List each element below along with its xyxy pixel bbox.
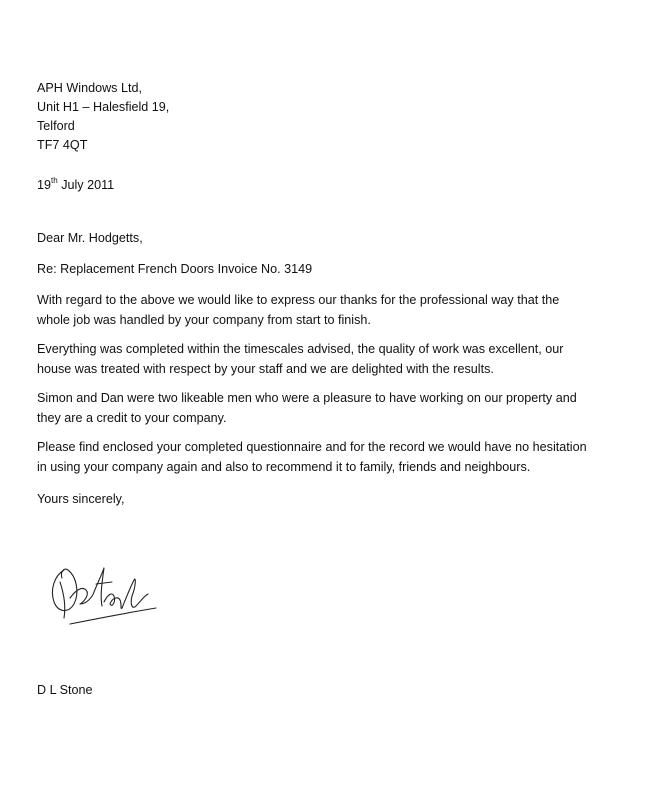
body-paragraph-3 bbox=[37, 389, 627, 428]
body-paragraph-4 bbox=[37, 438, 627, 477]
address-line-town: Telford bbox=[37, 119, 75, 133]
paragraph-line: Simon and Dan were two likeable men who were a pleasure to have working on our property and bbox=[37, 391, 577, 405]
paragraph-line: Everything was completed within the timescales advised, the quality of work was excellent, our bbox=[37, 342, 564, 356]
paragraph-line: in using your company again and also to recommend it to family, friends and neighbours. bbox=[37, 459, 531, 474]
paragraph-line: whole job was handled by your company from start to finish. bbox=[37, 312, 371, 327]
letter-date bbox=[37, 176, 627, 195]
address-line-company: APH Windows Ltd, bbox=[37, 81, 142, 95]
paragraph-line: house was treated with respect by your staff and we are delighted with the results. bbox=[37, 361, 494, 376]
recipient-address bbox=[37, 79, 627, 155]
address-line-postcode: TF7 4QT bbox=[37, 138, 88, 152]
address-line-unit: Unit H1 – Halesfield 19, bbox=[37, 100, 170, 114]
subject-line: Re: Replacement French Doors Invoice No. 3149 bbox=[37, 262, 313, 276]
date-month-year: July 2011 bbox=[61, 178, 115, 192]
salutation: Dear Mr. Hodgetts, bbox=[37, 231, 143, 245]
signatory-name: D L Stone bbox=[37, 683, 93, 697]
body-paragraph-1 bbox=[37, 291, 627, 330]
paragraph-line: Please find enclosed your completed questionnaire and for the record we would have no hesitation bbox=[37, 440, 587, 454]
paragraph-line: they are a credit to your company. bbox=[37, 410, 227, 425]
closing: Yours sincerely, bbox=[37, 492, 125, 506]
paragraph-line: With regard to the above we would like to express our thanks for the professional way that the bbox=[37, 293, 560, 307]
date-suffix: th bbox=[51, 175, 58, 185]
handwritten-signature bbox=[40, 552, 160, 634]
body-paragraph-2 bbox=[37, 340, 627, 379]
date-day: 19 bbox=[37, 178, 52, 192]
